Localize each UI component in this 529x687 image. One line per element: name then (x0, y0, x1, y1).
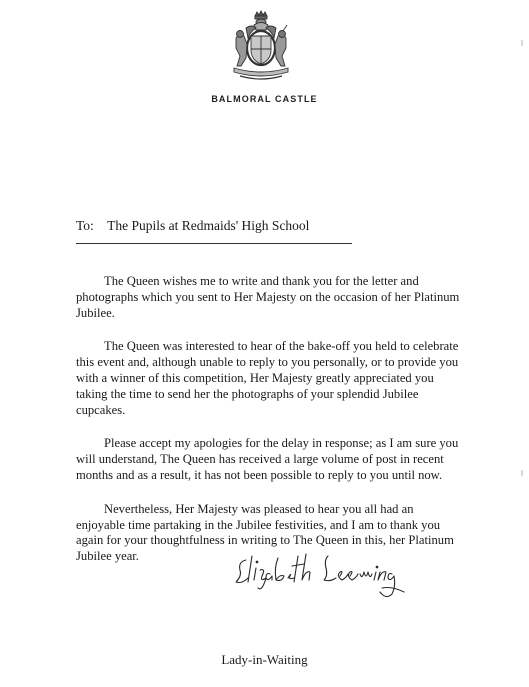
recipient-line (76, 218, 309, 234)
paragraph-line: will understand, The Queen has received a large volume of post in recent (76, 452, 444, 467)
paragraph-apology (76, 436, 476, 483)
scan-edge-mark (521, 40, 523, 46)
recipient-name: The Pupils at Redmaids' High School (107, 218, 310, 233)
recipient-label: To: (76, 218, 94, 233)
paragraph-line: again for your thoughtfulness in writing to The Queen in this, her Platinum (76, 533, 454, 548)
paragraph-line: The Queen wishes me to write and thank you for the letter and (104, 274, 419, 288)
letterhead-address: BALMORAL CASTLE (211, 94, 318, 104)
paragraph-line: Jubilee. (76, 305, 115, 320)
paragraph-line: Nevertheless, Her Majesty was pleased to hear you all had an (104, 501, 414, 516)
paragraph-thanks (76, 274, 476, 321)
paragraph-line: months and as a result, it has not been possible to reply to you until now. (76, 467, 443, 482)
paragraph-line: The Queen was interested to hear of the bake-off you held to celebrate (104, 339, 459, 354)
paragraph-line: Jubilee year. (76, 549, 139, 564)
paragraph-line: Please accept my apologies for the delay in response; as I am sure you (104, 436, 459, 451)
paragraph-bake-off (76, 339, 476, 418)
paragraph-line: taking the time to send her the photographs of your splendid Jubilee (76, 386, 419, 401)
signatory-title: Lady-in-Waiting (221, 652, 308, 667)
handwritten-signature (232, 548, 422, 604)
royal-coat-of-arms-icon (228, 10, 294, 84)
paragraph-line: photographs which you sent to Her Majesty on the occasion of her Platinum (76, 289, 460, 304)
paragraph-line: cupcakes. (76, 402, 126, 417)
scan-edge-mark (521, 470, 523, 476)
paragraph-line: with a winner of this competition, Her Majesty greatly appreciated you (76, 370, 434, 385)
recipient-underline (76, 243, 352, 244)
letter-body (76, 274, 476, 583)
paragraph-line: this event and, although unable to reply to you personally, or to provide you (76, 355, 459, 370)
paragraph-line: enjoyable time partaking in the Jubilee festivities, and I am to thank you (76, 517, 441, 532)
